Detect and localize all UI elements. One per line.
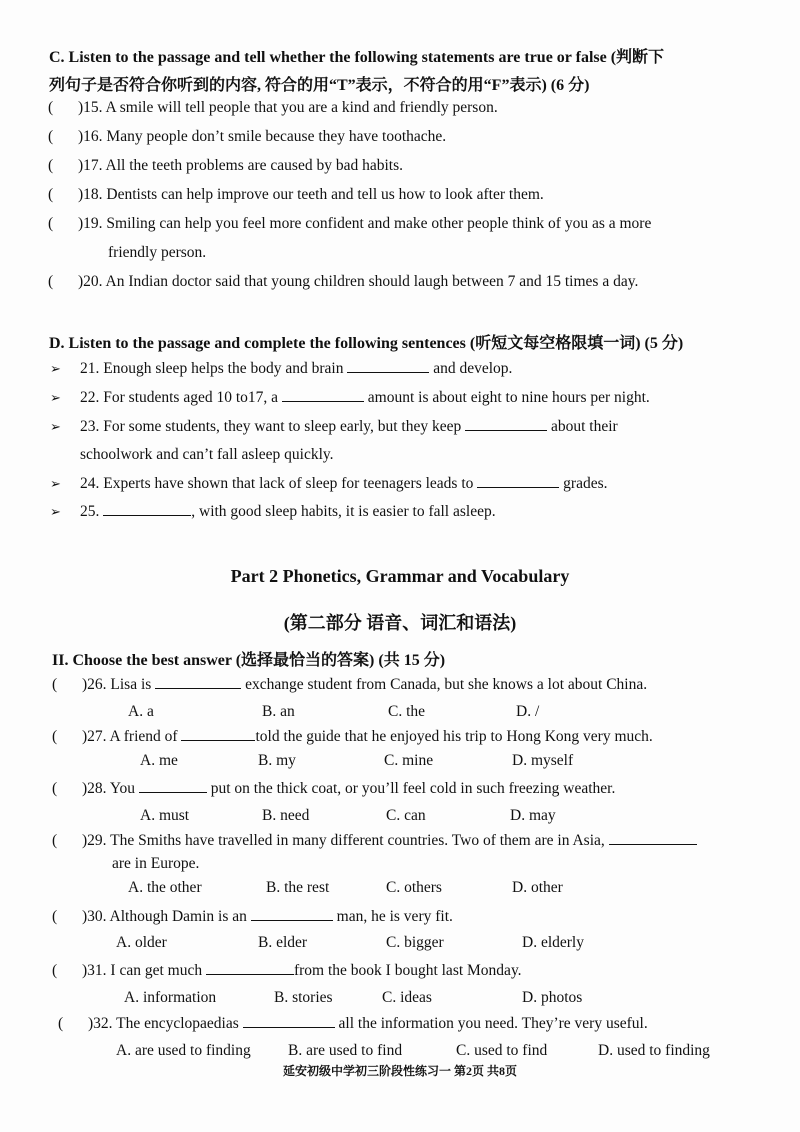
question-text: )29. The Smiths have travelled in many different countries. Two of them are in Asia,	[82, 832, 605, 849]
answer-blank[interactable]	[206, 962, 294, 975]
answer-paren[interactable]: (	[52, 908, 58, 925]
answer-paren[interactable]: (	[52, 676, 58, 693]
question-text-continued: are in Europe.	[112, 855, 200, 872]
question-text-continued: friendly person.	[108, 244, 207, 261]
answer-blank[interactable]	[477, 475, 559, 488]
answer-blank[interactable]	[609, 832, 697, 845]
option-d[interactable]: D. elderly	[522, 934, 584, 951]
question-text: )15. A smile will tell people that you are a kind and friendly person.	[78, 99, 498, 116]
option-c[interactable]: C. bigger	[386, 934, 444, 951]
answer-blank[interactable]	[243, 1015, 335, 1028]
option-b[interactable]: B. are used to find	[288, 1042, 403, 1059]
section-d-heading: D. Listen to the passage and complete the following sentences (听短文每空格限填一词) (5 分)	[49, 335, 684, 352]
answer-paren[interactable]: (	[48, 128, 54, 145]
question-text: amount is about eight to nine hours per night.	[367, 389, 650, 406]
option-d[interactable]: D. other	[512, 879, 563, 896]
answer-blank[interactable]	[155, 676, 241, 689]
section-c-heading-line1: C. Listen to the passage and tell whether the following statements are true or false (判断下	[49, 49, 665, 66]
arrow-bullet-icon: ➢	[50, 390, 61, 405]
question-text-continued: schoolwork and can’t fall asleep quickly.	[80, 446, 334, 463]
question-text: )19. Smiling can help you feel more confident and make other people think of you as a more	[78, 215, 652, 232]
answer-paren[interactable]: (	[52, 780, 58, 797]
answer-paren[interactable]: (	[52, 728, 58, 745]
section-c-heading-line2: 列句子是否符合你听到的内容, 符合的用“T”表示，不符合的用“F”表示) (6 分)	[49, 77, 590, 94]
answer-blank[interactable]	[465, 418, 547, 431]
part-title: Part 2 Phonetics, Grammar and Vocabulary	[230, 566, 570, 586]
question-text: , with good sleep habits, it is easier to fall asleep.	[191, 503, 496, 520]
page-footer: 延安初级中学初三阶段性练习一 第2页 共8页	[282, 1064, 517, 1078]
question-text: )17. All the teeth problems are caused by bad habits.	[78, 157, 403, 174]
option-a[interactable]: A. me	[140, 752, 178, 769]
option-c[interactable]: C. used to find	[456, 1042, 548, 1059]
option-a[interactable]: A. are used to finding	[116, 1042, 251, 1059]
option-a[interactable]: A. the other	[128, 879, 202, 896]
question-text: all the information you need. They’re very useful.	[338, 1015, 648, 1032]
option-b[interactable]: B. the rest	[266, 879, 330, 896]
question-text: )20. An Indian doctor said that young children should laugh between 7 and 15 times a day.	[78, 273, 639, 290]
question-text: 25.	[80, 503, 100, 520]
question-text: )26. Lisa is	[82, 676, 152, 693]
option-c[interactable]: C. the	[388, 703, 426, 720]
answer-paren[interactable]: (	[48, 99, 54, 116]
option-a[interactable]: A. a	[128, 703, 154, 720]
option-a[interactable]: A. must	[140, 807, 190, 824]
question-text: )31. I can get much	[82, 962, 203, 979]
question-text: )28. You	[82, 780, 135, 797]
option-a[interactable]: A. older	[116, 934, 167, 951]
section-ii-heading: II. Choose the best answer (选择最恰当的答案) (共 15 分)	[52, 652, 446, 669]
option-b[interactable]: B. elder	[258, 934, 308, 951]
question-text: 22. For students aged 10 to17, a	[80, 389, 279, 406]
question-text: grades.	[563, 475, 608, 492]
question-text: about their	[551, 418, 618, 435]
answer-paren[interactable]: (	[52, 832, 58, 849]
answer-blank[interactable]	[181, 728, 255, 741]
option-d[interactable]: D. /	[516, 703, 540, 720]
answer-blank[interactable]	[347, 360, 429, 373]
option-d[interactable]: D. may	[510, 807, 556, 824]
option-c[interactable]: C. mine	[384, 752, 434, 769]
option-c[interactable]: C. ideas	[382, 989, 432, 1006]
option-b[interactable]: B. an	[262, 703, 295, 720]
answer-blank[interactable]	[282, 389, 364, 402]
answer-paren[interactable]: (	[58, 1015, 64, 1032]
option-d[interactable]: D. photos	[522, 989, 583, 1006]
question-text: )18. Dentists can help improve our teeth and tell us how to look after them.	[78, 186, 544, 203]
answer-paren[interactable]: (	[48, 273, 54, 290]
question-text: 23. For some students, they want to sleep early, but they keep	[80, 418, 462, 435]
arrow-bullet-icon: ➢	[50, 361, 61, 376]
question-text: and develop.	[433, 360, 513, 377]
question-text: )16. Many people don’t smile because they have toothache.	[78, 128, 447, 145]
answer-paren[interactable]: (	[48, 215, 54, 232]
option-b[interactable]: B. need	[262, 807, 310, 824]
option-c[interactable]: C. others	[386, 879, 442, 896]
answer-paren[interactable]: (	[52, 962, 58, 979]
answer-paren[interactable]: (	[48, 157, 54, 174]
question-text: exchange student from Canada, but she knows a lot about China.	[245, 676, 648, 693]
question-text: 24. Experts have shown that lack of sleep for teenagers leads to	[80, 475, 474, 492]
question-text: )27. A friend of	[82, 728, 178, 745]
question-text: man, he is very fit.	[336, 908, 453, 925]
answer-blank[interactable]	[103, 503, 191, 516]
question-text: put on the thick coat, or you’ll feel cold in such freezing weather.	[210, 780, 616, 797]
arrow-bullet-icon: ➢	[50, 476, 61, 491]
option-a[interactable]: A. information	[124, 989, 217, 1006]
option-c[interactable]: C. can	[386, 807, 426, 824]
question-text: told the guide that he enjoyed his trip to Hong Kong very much.	[255, 728, 653, 745]
arrow-bullet-icon: ➢	[50, 419, 61, 434]
option-b[interactable]: B. my	[258, 752, 296, 769]
answer-blank[interactable]	[139, 780, 207, 793]
question-text: )32. The encyclopaedias	[88, 1015, 239, 1032]
option-b[interactable]: B. stories	[274, 989, 333, 1006]
question-text: from the book I bought last Monday.	[293, 962, 522, 979]
question-text: 21. Enough sleep helps the body and brain	[80, 360, 344, 377]
part-subtitle: (第二部分 语音、词汇和语法)	[283, 613, 517, 633]
answer-paren[interactable]: (	[48, 186, 54, 203]
arrow-bullet-icon: ➢	[50, 504, 61, 519]
question-text: )30. Although Damin is an	[82, 908, 247, 925]
answer-blank[interactable]	[251, 908, 333, 921]
option-d[interactable]: D. used to finding	[598, 1042, 710, 1059]
option-d[interactable]: D. myself	[512, 752, 574, 769]
